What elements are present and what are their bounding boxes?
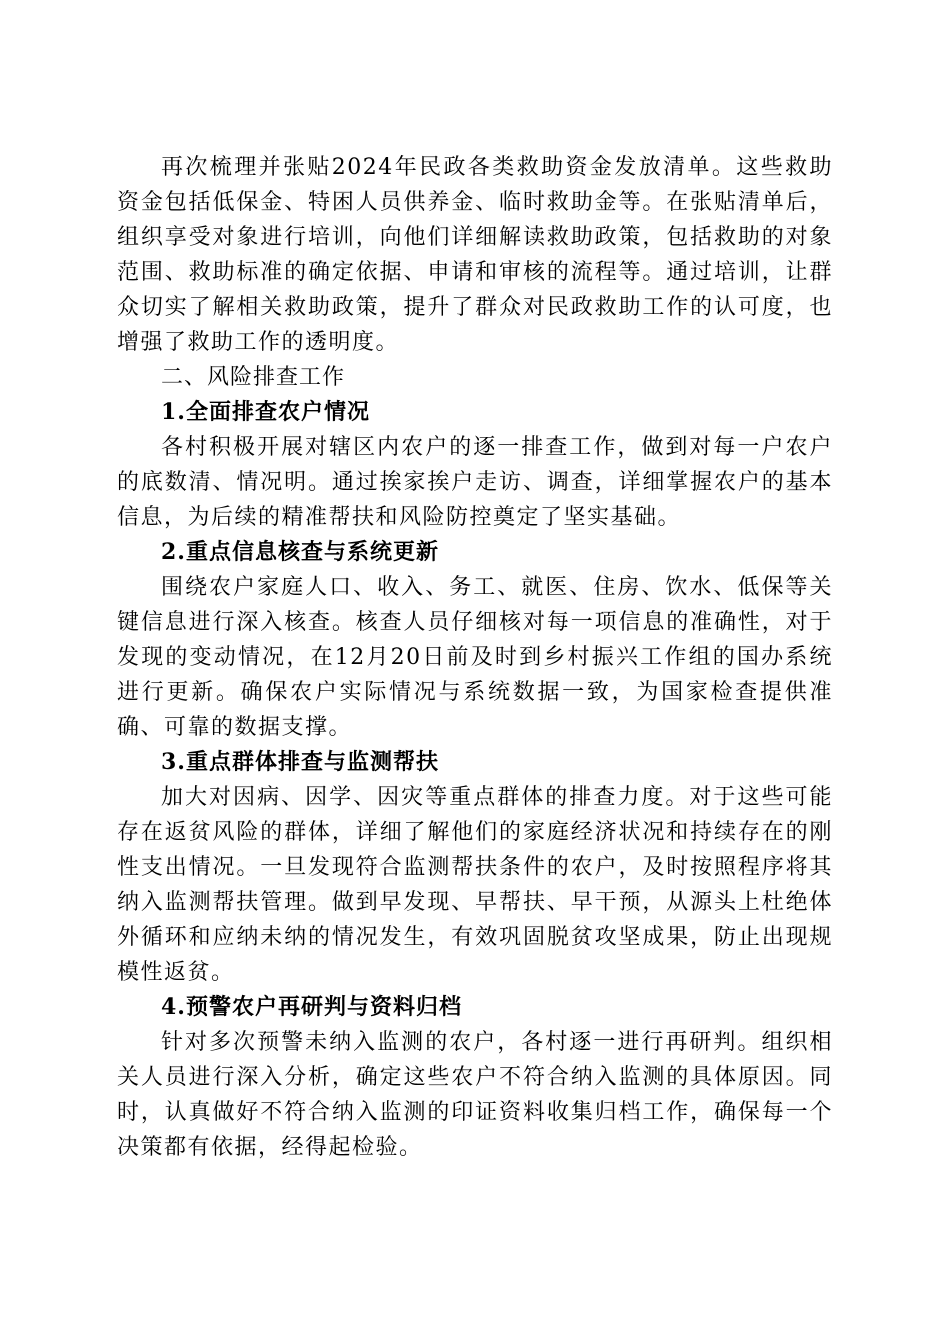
paragraph-warning-review: 针对多次预警未纳入监测的农户，各村逐一进行再研判。组织相关人员进行深入分析，确定这些农户不符合纳入监测的具体原因。同时，认真做好不符合纳入监测的印证资料收集归档工作，确保每一个决策都有依据，经得起检验。 <box>117 1030 833 1160</box>
subheading-household-screening: 1.全面排查农户情况 <box>161 399 370 425</box>
document-page <box>117 150 833 1165</box>
section-heading-risk-screening: 二、风险排查工作 <box>161 365 346 390</box>
paragraph-household-screening: 各村积极开展对辖区内农户的逐一排查工作，做到对每一户农户的底数清、情况明。通过挨家挨户走访、调查，详细掌握农户的基本信息，为后续的精准帮扶和风险防控奠定了坚实基础。 <box>117 435 833 530</box>
paragraph-relief-funds: 再次梳理并张贴2024年民政各类救助资金发放清单。这些救助资金包括低保金、特困人员供养金、临时救助金等。在张贴清单后，组织享受对象进行培训，向他们详细解读救助政策，包括救助的对象范围、救助标准的确定依据、申请和审核的流程等。通过培训，让群众切实了解相关救助政策，提升了群众对民政救助工作的认可度，也增强了救助工作的透明度。 <box>117 155 833 355</box>
paragraph-key-groups: 加大对因病、因学、因灾等重点群体的排查力度。对于这些可能存在返贫风险的群体，详细了解他们的家庭经济状况和持续存在的刚性支出情况。一旦发现符合监测帮扶条件的农户，及时按照程序将其纳入监测帮扶管理。做到早发现、早帮扶、早干预，从源头上杜绝体外循环和应纳未纳的情况发生，有效巩固脱贫攻坚成果，防止出现规模性返贫。 <box>117 785 833 985</box>
subheading-warning-review: 4.预警农户再研判与资料归档 <box>161 994 462 1020</box>
subheading-key-groups: 3.重点群体排查与监测帮扶 <box>161 749 439 775</box>
subheading-info-verification: 2.重点信息核查与系统更新 <box>161 539 439 565</box>
paragraph-info-verification: 围绕农户家庭人口、收入、务工、就医、住房、饮水、低保等关键信息进行深入核查。核查人员仔细核对每一项信息的准确性，对于发现的变动情况，在12月20日前及时到乡村振兴工作组的国办系统进行更新。确保农户实际情况与系统数据一致，为国家检查提供准确、可靠的数据支撑。 <box>117 575 833 740</box>
